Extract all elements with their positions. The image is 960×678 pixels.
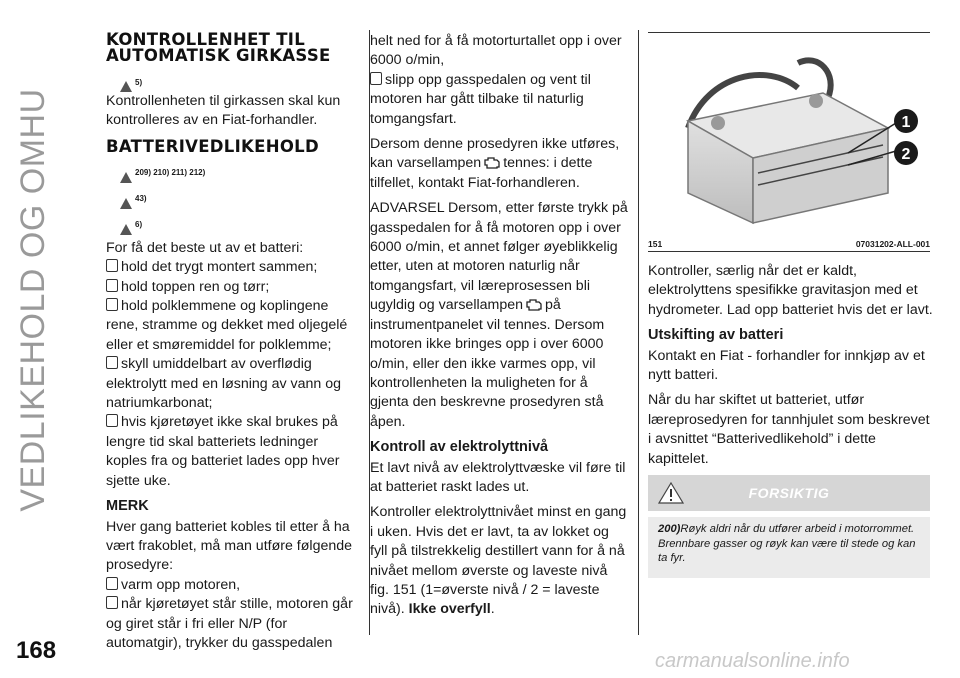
- warning-icon: [120, 172, 132, 183]
- caution-ref: 200): [658, 523, 681, 535]
- warning-icon: [120, 224, 132, 235]
- reference-link[interactable]: 209) 210) 211) 212): [135, 168, 206, 178]
- paragraph: Kontroller, særlig når det er kaldt, elektrolyttens spesifikke gravitasjon med et hydrometer. Lad opp batteriet hvis det er lavt.: [648, 263, 933, 318]
- bullet-icon: [106, 298, 118, 311]
- heading-line-2: AUTOMATISK GIRKASSE: [106, 46, 331, 65]
- reference-group-b: [120, 159, 356, 183]
- callout-2: 2: [901, 146, 911, 163]
- engine-warning-icon: [483, 156, 501, 169]
- emphasis-text: Ikke overfyll: [408, 601, 491, 618]
- caution-box: [648, 475, 930, 578]
- reference-link[interactable]: 5): [135, 77, 143, 87]
- battery-figure: [648, 32, 930, 252]
- paragraph: Kontakt en Fiat - forhandler for innkjøp av et nytt batteri.: [648, 347, 925, 384]
- column-3: [648, 262, 933, 475]
- bullet-item: varm opp motoren,: [106, 576, 356, 595]
- paragraph: Hver gang batteriet kobles til etter å ha vært frakoblet, må man utføre følgende prosedyre:: [106, 518, 353, 574]
- paragraph: Kontroller elektrolyttnivået minst en gang i uken. Hvis det er lavt, ta av lokket og fyll på tilstrekkelig destillert vann for å nå nivået mellom øverste og laveste nivå fig. 151 (1=øverste nivå / 2 = laveste nivå). Ikke overfyll.: [370, 504, 627, 618]
- section-side-title: [14, 88, 54, 512]
- bullet-item: hold det trygt montert sammen;: [106, 258, 356, 277]
- watermark: carmanualsonline.info: [655, 650, 850, 672]
- battery-illustration: [648, 33, 930, 233]
- callout-1: 1: [901, 114, 911, 131]
- bullet-item: slipp opp gasspedalen og vent til motoren har gått tilbake til naturlig tomgangsfart.: [370, 71, 591, 127]
- figure-code: 07031202-ALL-001: [855, 239, 930, 249]
- reference-group-a: [120, 68, 356, 92]
- subheading-utskifting: Utskifting av batteri: [648, 327, 784, 344]
- bullet-icon: [106, 577, 118, 590]
- warning-triangle-icon: [658, 482, 684, 504]
- reference-link[interactable]: 6): [135, 220, 143, 230]
- engine-warning-icon: [525, 298, 543, 311]
- warning-icon: [120, 81, 132, 92]
- paragraph: ADVARSEL Dersom, etter første trykk på gasspedalen for å få motoren opp i over 6000 o/min, et annet følger øyeblikkelig etter, uten at motoren naturlig når tomgangsfart, vil læreprosessen bli ugyldig og varsellampen på instrumentpanelet vil tennes. Dersom motoren ikke bringes opp i over 6000 o/min, eller den ikke varmes opp, vil kontrollenheten la muligheten for å gjenta den beskrevne prosedyren stå åpen.: [370, 200, 628, 430]
- column-1: [106, 32, 356, 653]
- bullet-icon: [106, 356, 118, 369]
- bullet-item: hold polklemmene og koplingene rene, stramme og dekket med oljegelé eller et smøremiddel for polklemme;: [106, 298, 348, 353]
- heading-line-1: KONTROLLENHET TIL: [106, 30, 306, 49]
- bullet-icon: [370, 72, 382, 85]
- paragraph: Kontrollenheten til girkassen skal kun kontrolleres av en Fiat-forhandler.: [106, 93, 341, 129]
- column-divider: [638, 30, 639, 635]
- warning-icon: [120, 198, 132, 209]
- figure-caption: [648, 239, 930, 249]
- paragraph: Et lavt nivå av elektrolyttvæske vil føre til at batteriet raskt lades ut.: [370, 459, 626, 495]
- merk-heading: MERK: [106, 498, 149, 515]
- section-side-title-text: VEDLIKEHOLD OG OMHU: [14, 88, 52, 512]
- heading-kontrollenhet: [106, 32, 356, 64]
- column-2: [370, 32, 630, 626]
- paragraph: Dersom denne prosedyren ikke utføres, kan varsellampen tennes: i dette tilfellet, kontakt Fiat-forhandleren.: [370, 136, 620, 191]
- bullet-icon: [106, 259, 118, 272]
- bullet-icon: [106, 414, 118, 427]
- heading-batterivedlikehold: BATTERIVEDLIKEHOLD: [106, 136, 319, 156]
- bullet-item: skyll umiddelbart av overflødig elektrolytt med en løsning av vann og natriumkarbonat;: [106, 356, 342, 412]
- bullet-icon: [106, 596, 118, 609]
- paragraph: Når du har skiftet ut batteriet, utfør læreprosedyren for tannhjulet som beskrevet i avsnittet “Batterivedlikehold” i dette kapittelet.: [648, 392, 930, 467]
- reference-group-d: [120, 211, 356, 235]
- caution-header: [648, 475, 930, 511]
- bullet-item: hold toppen ren og tørr;: [106, 278, 356, 297]
- reference-group-c: [120, 185, 356, 209]
- paragraph: helt ned for å få motorturtallet opp i over 6000 o/min,: [370, 33, 622, 69]
- bullet-icon: [106, 279, 118, 292]
- caution-title: FORSIKTIG: [748, 485, 830, 501]
- reference-link[interactable]: 43): [135, 194, 147, 204]
- subheading-elektrolytt: Kontroll av elektrolyttnivå: [370, 439, 549, 456]
- bullet-item: hvis kjøretøyet ikke skal brukes på lengre tid skal batteriets ledninger koples fra og batteriet lades opp hver sjette uke.: [106, 414, 340, 489]
- page-number: 168: [16, 637, 57, 664]
- paragraph: For få det beste ut av et batteri:: [106, 239, 304, 256]
- bullet-item: når kjøretøyet står stille, motoren går og giret står i fri eller N/P (for automatgir), trykker du gasspedalen: [106, 596, 353, 651]
- figure-number: 151: [648, 239, 663, 249]
- caution-body: 200)Røyk aldri når du utfører arbeid i motorrommet. Brennbare gasser og røyk kan være til stede og kan ta fyr.: [648, 517, 930, 578]
